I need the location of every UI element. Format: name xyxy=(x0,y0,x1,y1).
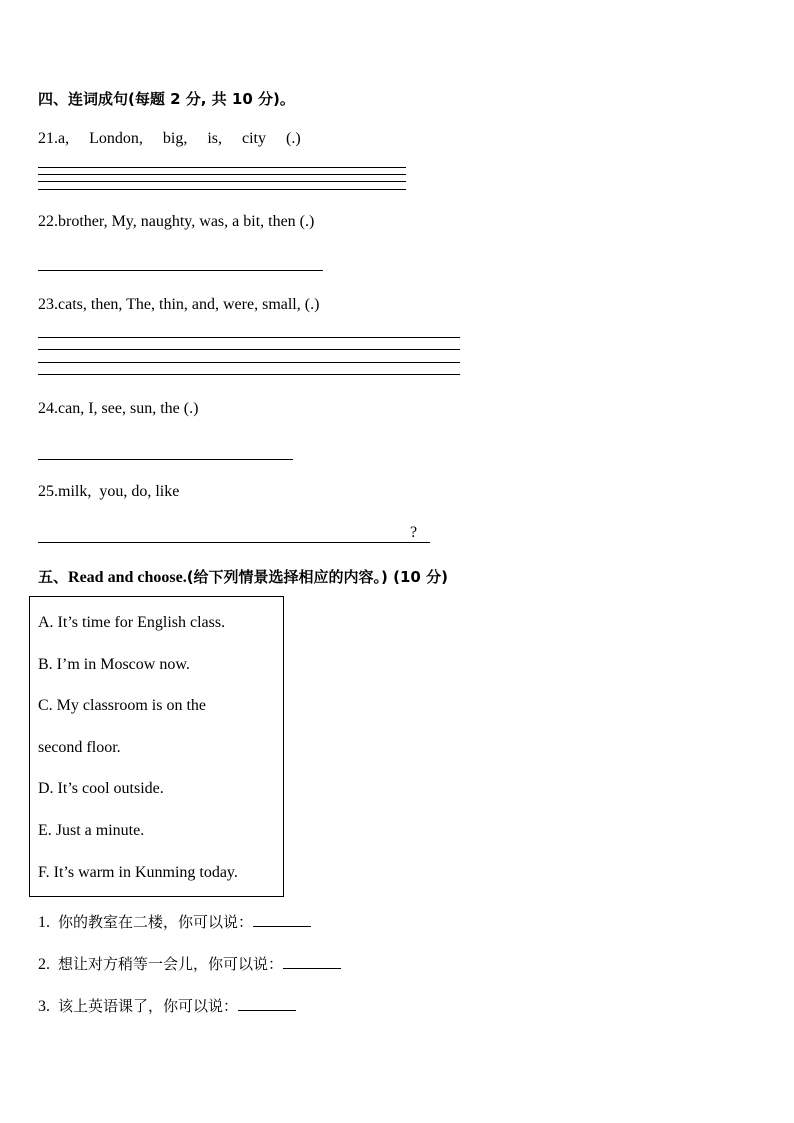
question-number: 25. xyxy=(38,483,58,500)
item-number: 2. xyxy=(38,956,50,973)
item-text: 你的教室在二楼，你可以说： xyxy=(58,913,254,931)
answer-line[interactable] xyxy=(38,270,323,271)
question-mark: ? xyxy=(410,524,418,541)
option-a: A. It’s time for English class. xyxy=(38,614,226,631)
question-25 xyxy=(38,483,179,501)
answer-line[interactable] xyxy=(38,189,406,190)
answer-line[interactable] xyxy=(38,349,460,350)
question-words: milk, you, do, like xyxy=(58,483,180,500)
question-number: 23. xyxy=(38,296,58,313)
answer-line[interactable] xyxy=(38,374,460,375)
options-box xyxy=(29,596,284,897)
item-number: 1. xyxy=(38,914,50,931)
answer-line[interactable] xyxy=(38,542,430,543)
question-number: 21. xyxy=(38,130,58,147)
answer-line[interactable] xyxy=(38,459,293,460)
option-e: E. Just a minute. xyxy=(38,822,145,839)
answer-line[interactable] xyxy=(38,337,460,338)
question-23 xyxy=(38,296,319,314)
choose-item-3 xyxy=(38,995,296,1016)
section-4-title-text: 四、连词成句(每题 2 分, 共 10 分)。 xyxy=(38,90,295,108)
answer-blank[interactable] xyxy=(283,954,341,969)
section-5-title-en: Read and choose. xyxy=(68,569,187,586)
question-words: cats, then, The, thin, and, were, small, (.) xyxy=(58,296,320,313)
option-c-continued: second floor. xyxy=(38,739,121,756)
section-5-prefix: 五、 xyxy=(38,568,69,586)
question-number: 24. xyxy=(38,400,58,417)
question-21 xyxy=(38,130,301,148)
question-words: a, London, big, is, city (.) xyxy=(58,130,301,147)
section-4-title xyxy=(38,88,295,109)
section-5-title-paren: (给下列情景选择相应的内容。) (10 分) xyxy=(186,568,448,586)
option-f: F. It’s warm in Kunming today. xyxy=(38,864,238,881)
answer-line[interactable] xyxy=(38,362,460,363)
item-number: 3. xyxy=(38,998,50,1015)
option-d: D. It’s cool outside. xyxy=(38,780,164,797)
question-words: brother, My, naughty, was, a bit, then (.) xyxy=(58,213,315,230)
answer-line[interactable] xyxy=(38,181,406,182)
option-b: B. I’m in Moscow now. xyxy=(38,656,190,673)
question-number: 22. xyxy=(38,213,58,230)
answer-blank[interactable] xyxy=(238,996,296,1011)
question-words: can, I, see, sun, the (.) xyxy=(58,400,199,417)
choose-item-1 xyxy=(38,911,311,932)
choose-item-2 xyxy=(38,953,341,974)
option-c: C. My classroom is on the xyxy=(38,697,206,714)
question-24 xyxy=(38,400,198,418)
answer-line[interactable] xyxy=(38,174,406,175)
item-text: 该上英语课了，你可以说： xyxy=(58,997,239,1015)
item-text: 想让对方稍等一会儿，你可以说： xyxy=(58,955,284,973)
answer-blank[interactable] xyxy=(253,912,311,927)
section-5-title xyxy=(38,566,448,587)
question-22 xyxy=(38,213,314,231)
answer-line[interactable] xyxy=(38,167,406,168)
